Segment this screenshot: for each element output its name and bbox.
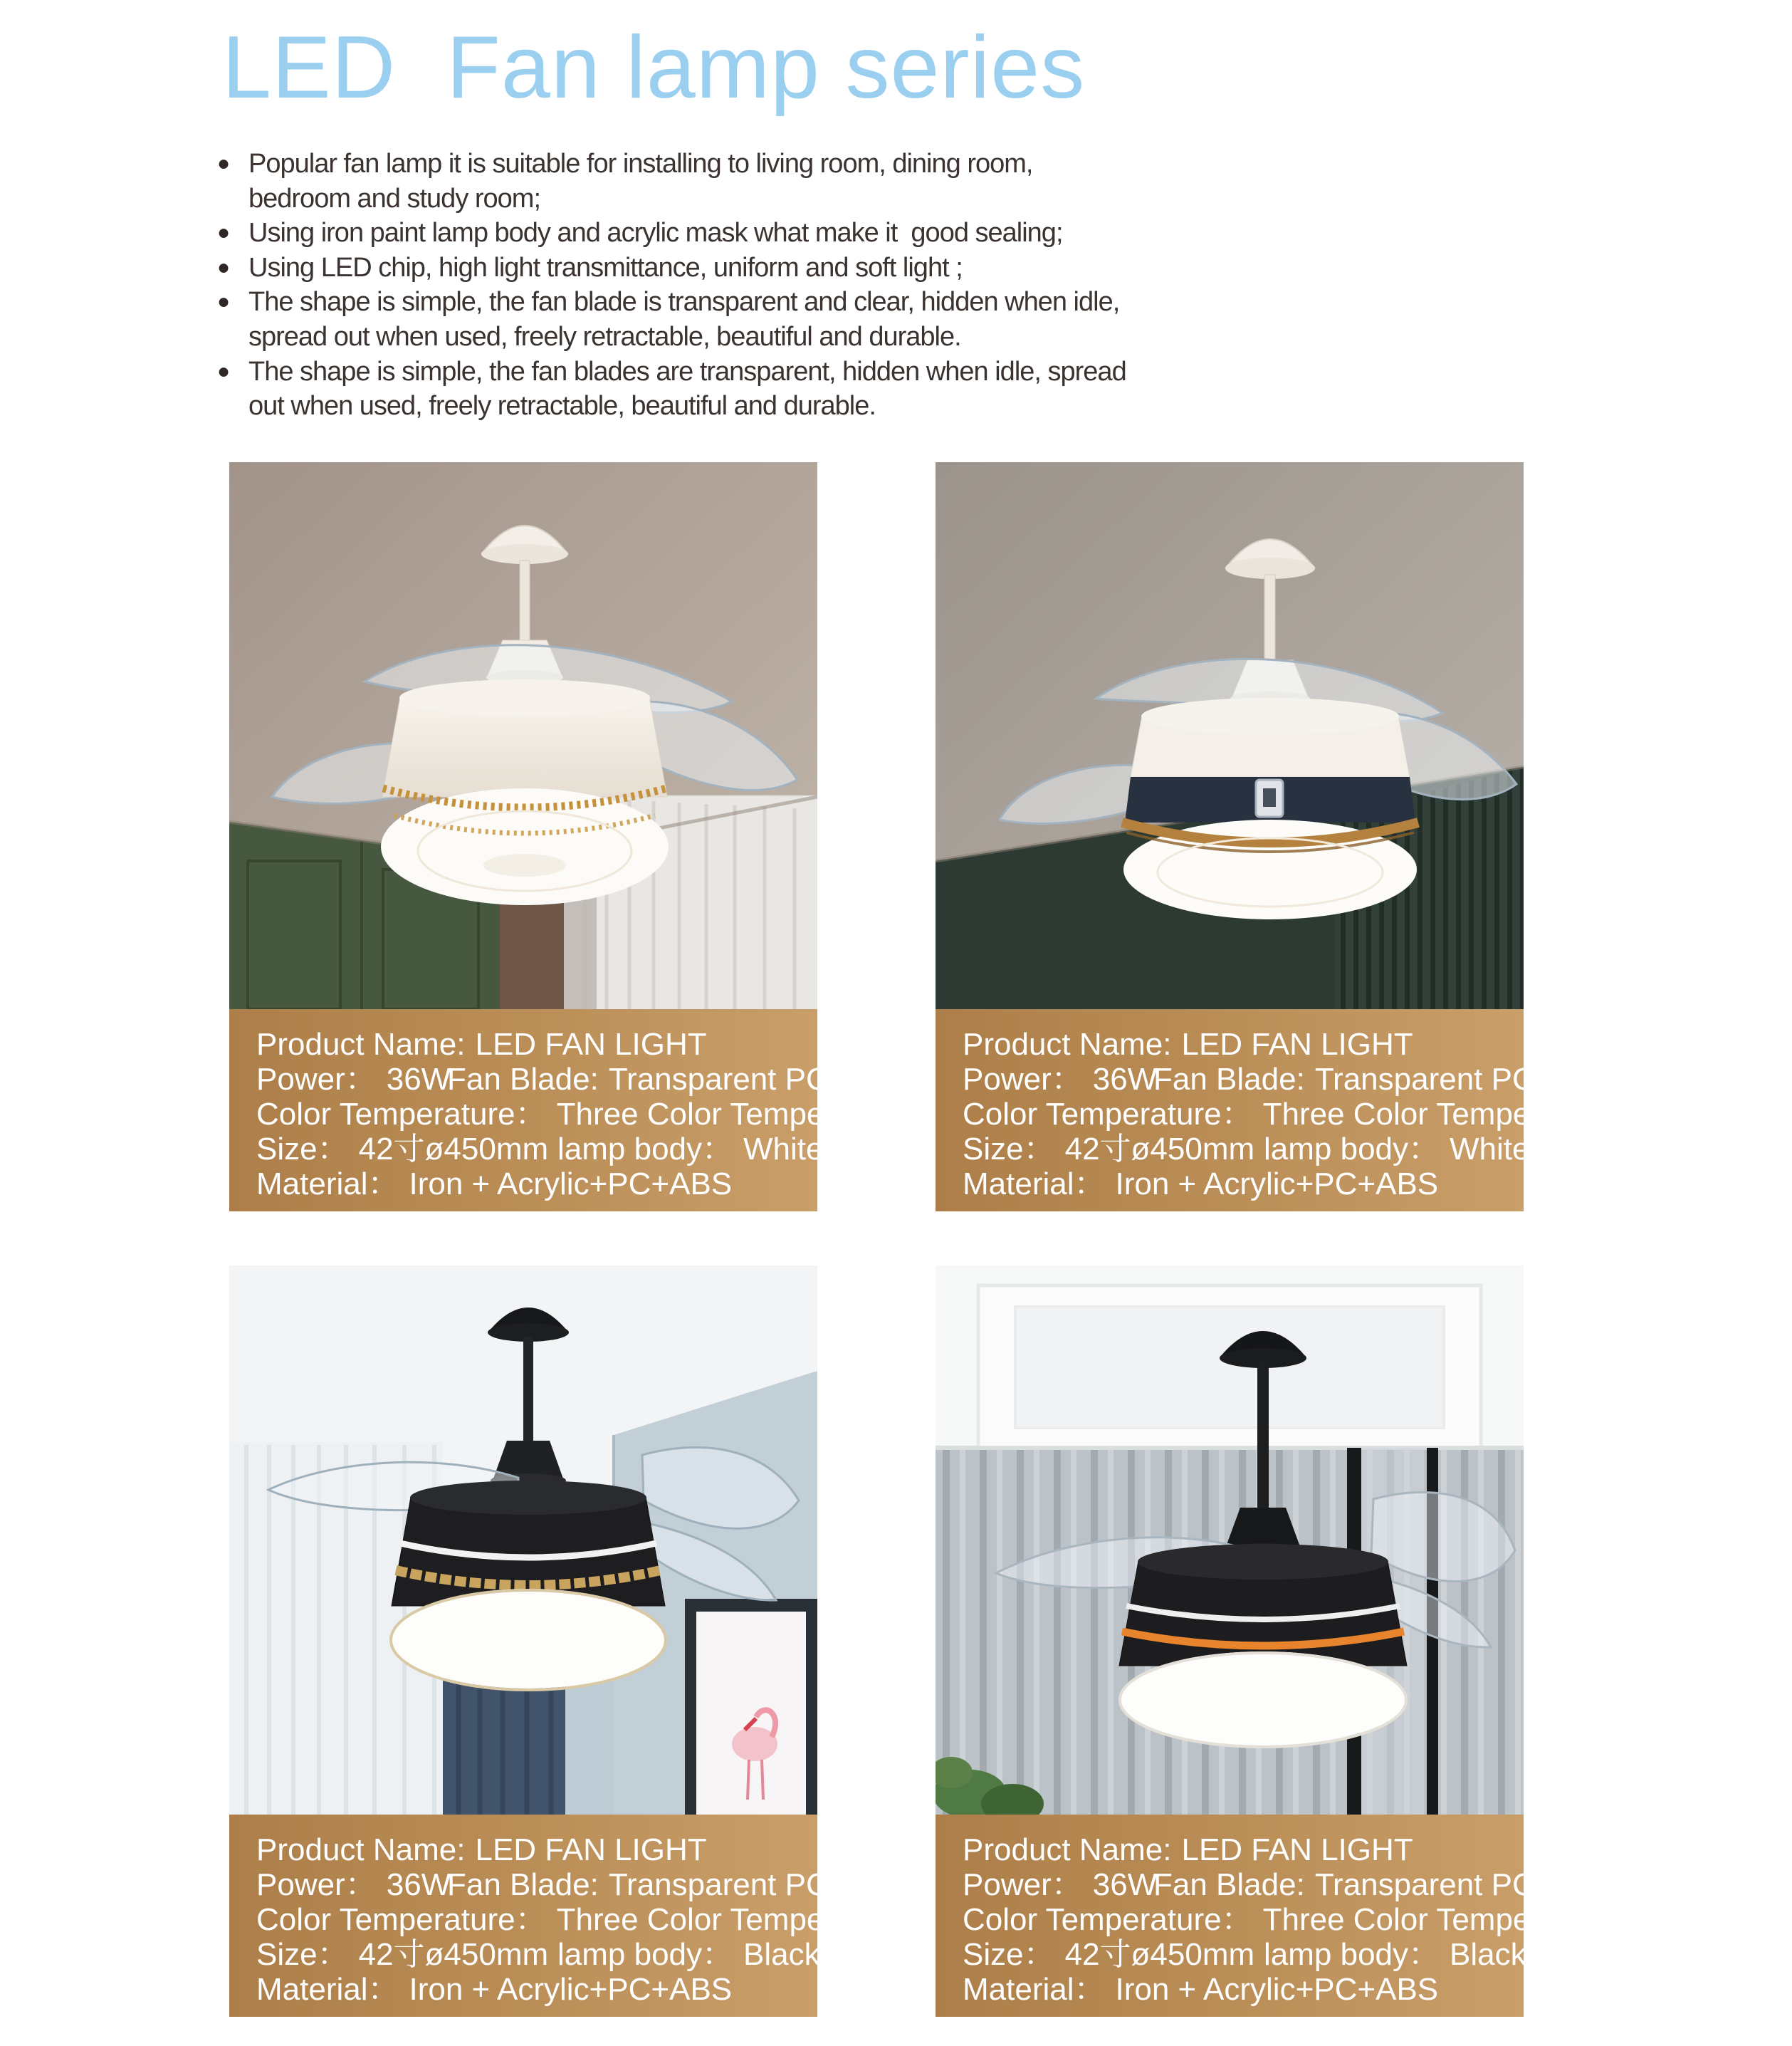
spec-label: Power： <box>256 1867 377 1902</box>
feature-text: The shape is simple, the fan blade is transparent and clear, hidden when idle, <box>248 287 1120 318</box>
spec-product-name <box>963 1027 1507 1062</box>
spec-color-temperature <box>963 1902 1613 1937</box>
product-photo-illustration <box>229 462 817 1009</box>
spec-value: LED FAN LIGHT <box>1181 1027 1413 1062</box>
spec-label: Power： <box>256 1062 377 1097</box>
product-specs <box>229 1815 906 2017</box>
spec-value: Three Color Temperature <box>1262 1902 1613 1937</box>
feature-list <box>217 147 1126 424</box>
spec-label: Product Name: <box>256 1027 466 1062</box>
spec-label: Power： <box>963 1062 1083 1097</box>
spec-label: Color Temperature： <box>963 1097 1253 1132</box>
spec-label: Material： <box>963 1166 1106 1201</box>
spec-value: 42寸ø450mm <box>358 1132 549 1166</box>
spec-value: 36W <box>386 1867 451 1902</box>
spec-value: Three Color Temperature <box>1262 1097 1613 1132</box>
spec-label: Fan Blade: <box>1153 1867 1305 1902</box>
feature-item <box>217 355 1126 424</box>
product-photo-illustration <box>229 1265 817 1815</box>
feature-text: spread out when used, freely retractable, beautiful and durable. <box>248 321 961 352</box>
spec-label: Material： <box>256 1972 399 2007</box>
spec-label: lamp body： <box>557 1937 734 1972</box>
spec-label: Fan Blade: <box>1153 1062 1305 1097</box>
product-card <box>229 1265 906 2017</box>
spec-label: Color Temperature： <box>256 1902 547 1937</box>
spec-value: Black <box>1450 1937 1526 1972</box>
spec-product-name <box>256 1832 800 1867</box>
feature-text: Using iron paint lamp body and acrylic mask what make it good sealing; <box>248 218 1063 249</box>
bullet-icon: ● <box>217 255 231 279</box>
spec-size-body <box>256 1132 824 1166</box>
spec-value: Iron + Acrylic+PC+ABS <box>1115 1972 1439 2007</box>
product-specs <box>229 1009 906 1211</box>
spec-value: 36W <box>386 1062 451 1097</box>
feature-item <box>217 251 1126 286</box>
spec-value: Transparent PC *4 <box>608 1062 867 1097</box>
spec-value: Transparent PC *4 <box>1314 1867 1573 1902</box>
spec-value: 42寸ø450mm <box>358 1937 549 1972</box>
product-specs <box>936 1009 1613 1211</box>
spec-product-name <box>963 1832 1507 1867</box>
product-photo-black-fan-blue-room <box>229 1265 817 1815</box>
spec-label: Size： <box>963 1937 1055 1972</box>
spec-power-blade <box>963 1867 1573 1902</box>
feature-text: Using LED chip, high light transmittance, uniform and soft light ; <box>248 252 963 283</box>
product-card <box>936 462 1613 1211</box>
feature-text: bedroom and study room; <box>248 183 541 214</box>
product-card <box>936 1265 1613 2017</box>
bullet-icon: ● <box>217 152 231 175</box>
feature-item <box>217 285 1126 354</box>
spec-label: lamp body： <box>1264 1937 1440 1972</box>
product-photo-white-fan-green-room <box>229 462 817 1009</box>
spec-label: Size： <box>963 1132 1055 1166</box>
spec-color-temperature <box>963 1097 1613 1132</box>
feature-text: The shape is simple, the fan blades are transparent, hidden when idle, spread <box>248 356 1126 387</box>
spec-power-blade <box>963 1062 1573 1097</box>
product-photo-white-fan-teal-room <box>936 462 1524 1009</box>
product-photo-illustration <box>936 1265 1524 1815</box>
spec-value: LED FAN LIGHT <box>475 1832 707 1867</box>
spec-label: lamp body： <box>1264 1132 1440 1166</box>
spec-value: Three Color Temperature <box>556 1902 906 1937</box>
spec-label: Product Name: <box>256 1832 466 1867</box>
product-photo-black-fan-gray-room <box>936 1265 1524 1815</box>
spec-value: Iron + Acrylic+PC+ABS <box>409 1166 733 1201</box>
bullet-icon: ● <box>217 359 231 383</box>
spec-value: 42寸ø450mm <box>1064 1132 1255 1166</box>
feature-item <box>217 216 1126 251</box>
spec-label: Fan Blade: <box>447 1867 599 1902</box>
spec-size-body <box>963 1132 1530 1166</box>
spec-value: LED FAN LIGHT <box>1181 1832 1413 1867</box>
bullet-icon: ● <box>217 290 231 314</box>
spec-value: Black <box>743 1937 820 1972</box>
spec-label: Material： <box>963 1972 1106 2007</box>
spec-value: Transparent PC *4 <box>608 1867 867 1902</box>
spec-value: 36W <box>1092 1867 1158 1902</box>
feature-text: Popular fan lamp it is suitable for installing to living room, dining room, <box>248 149 1033 179</box>
spec-material <box>256 1166 800 1201</box>
spec-size-body <box>256 1937 820 1972</box>
bullet-icon: ● <box>217 221 231 245</box>
spec-value: Transparent PC *4 <box>1314 1062 1573 1097</box>
product-specs <box>936 1815 1613 2017</box>
spec-product-name <box>256 1027 800 1062</box>
page-title: LED Fan lamp series <box>222 19 1086 117</box>
spec-value: 36W <box>1092 1062 1158 1097</box>
spec-color-temperature <box>256 1902 906 1937</box>
spec-value: Iron + Acrylic+PC+ABS <box>409 1972 733 2007</box>
spec-label: Material： <box>256 1166 399 1201</box>
spec-label: Color Temperature： <box>963 1902 1253 1937</box>
spec-value: LED FAN LIGHT <box>475 1027 707 1062</box>
feature-item <box>217 147 1126 216</box>
product-card <box>229 462 906 1211</box>
spec-material <box>963 1972 1507 2007</box>
spec-value: White <box>743 1132 824 1166</box>
spec-label: lamp body： <box>557 1132 734 1166</box>
spec-label: Product Name: <box>963 1832 1172 1867</box>
spec-label: Product Name: <box>963 1027 1172 1062</box>
spec-label: Power： <box>963 1867 1083 1902</box>
spec-label: Size： <box>256 1132 349 1166</box>
spec-label: Color Temperature： <box>256 1097 547 1132</box>
spec-power-blade <box>256 1867 867 1902</box>
spec-material <box>256 1972 800 2007</box>
product-photo-illustration <box>936 462 1524 1009</box>
spec-label: Size： <box>256 1937 349 1972</box>
spec-value: Three Color Temperature <box>556 1097 906 1132</box>
spec-size-body <box>963 1937 1526 1972</box>
spec-value: Iron + Acrylic+PC+ABS <box>1115 1166 1439 1201</box>
feature-text: out when used, freely retractable, beautiful and durable. <box>248 391 876 422</box>
spec-value: 42寸ø450mm <box>1064 1937 1255 1972</box>
spec-value: White <box>1450 1132 1530 1166</box>
spec-color-temperature <box>256 1097 906 1132</box>
spec-power-blade <box>256 1062 867 1097</box>
spec-label: Fan Blade: <box>447 1062 599 1097</box>
spec-material <box>963 1166 1507 1201</box>
